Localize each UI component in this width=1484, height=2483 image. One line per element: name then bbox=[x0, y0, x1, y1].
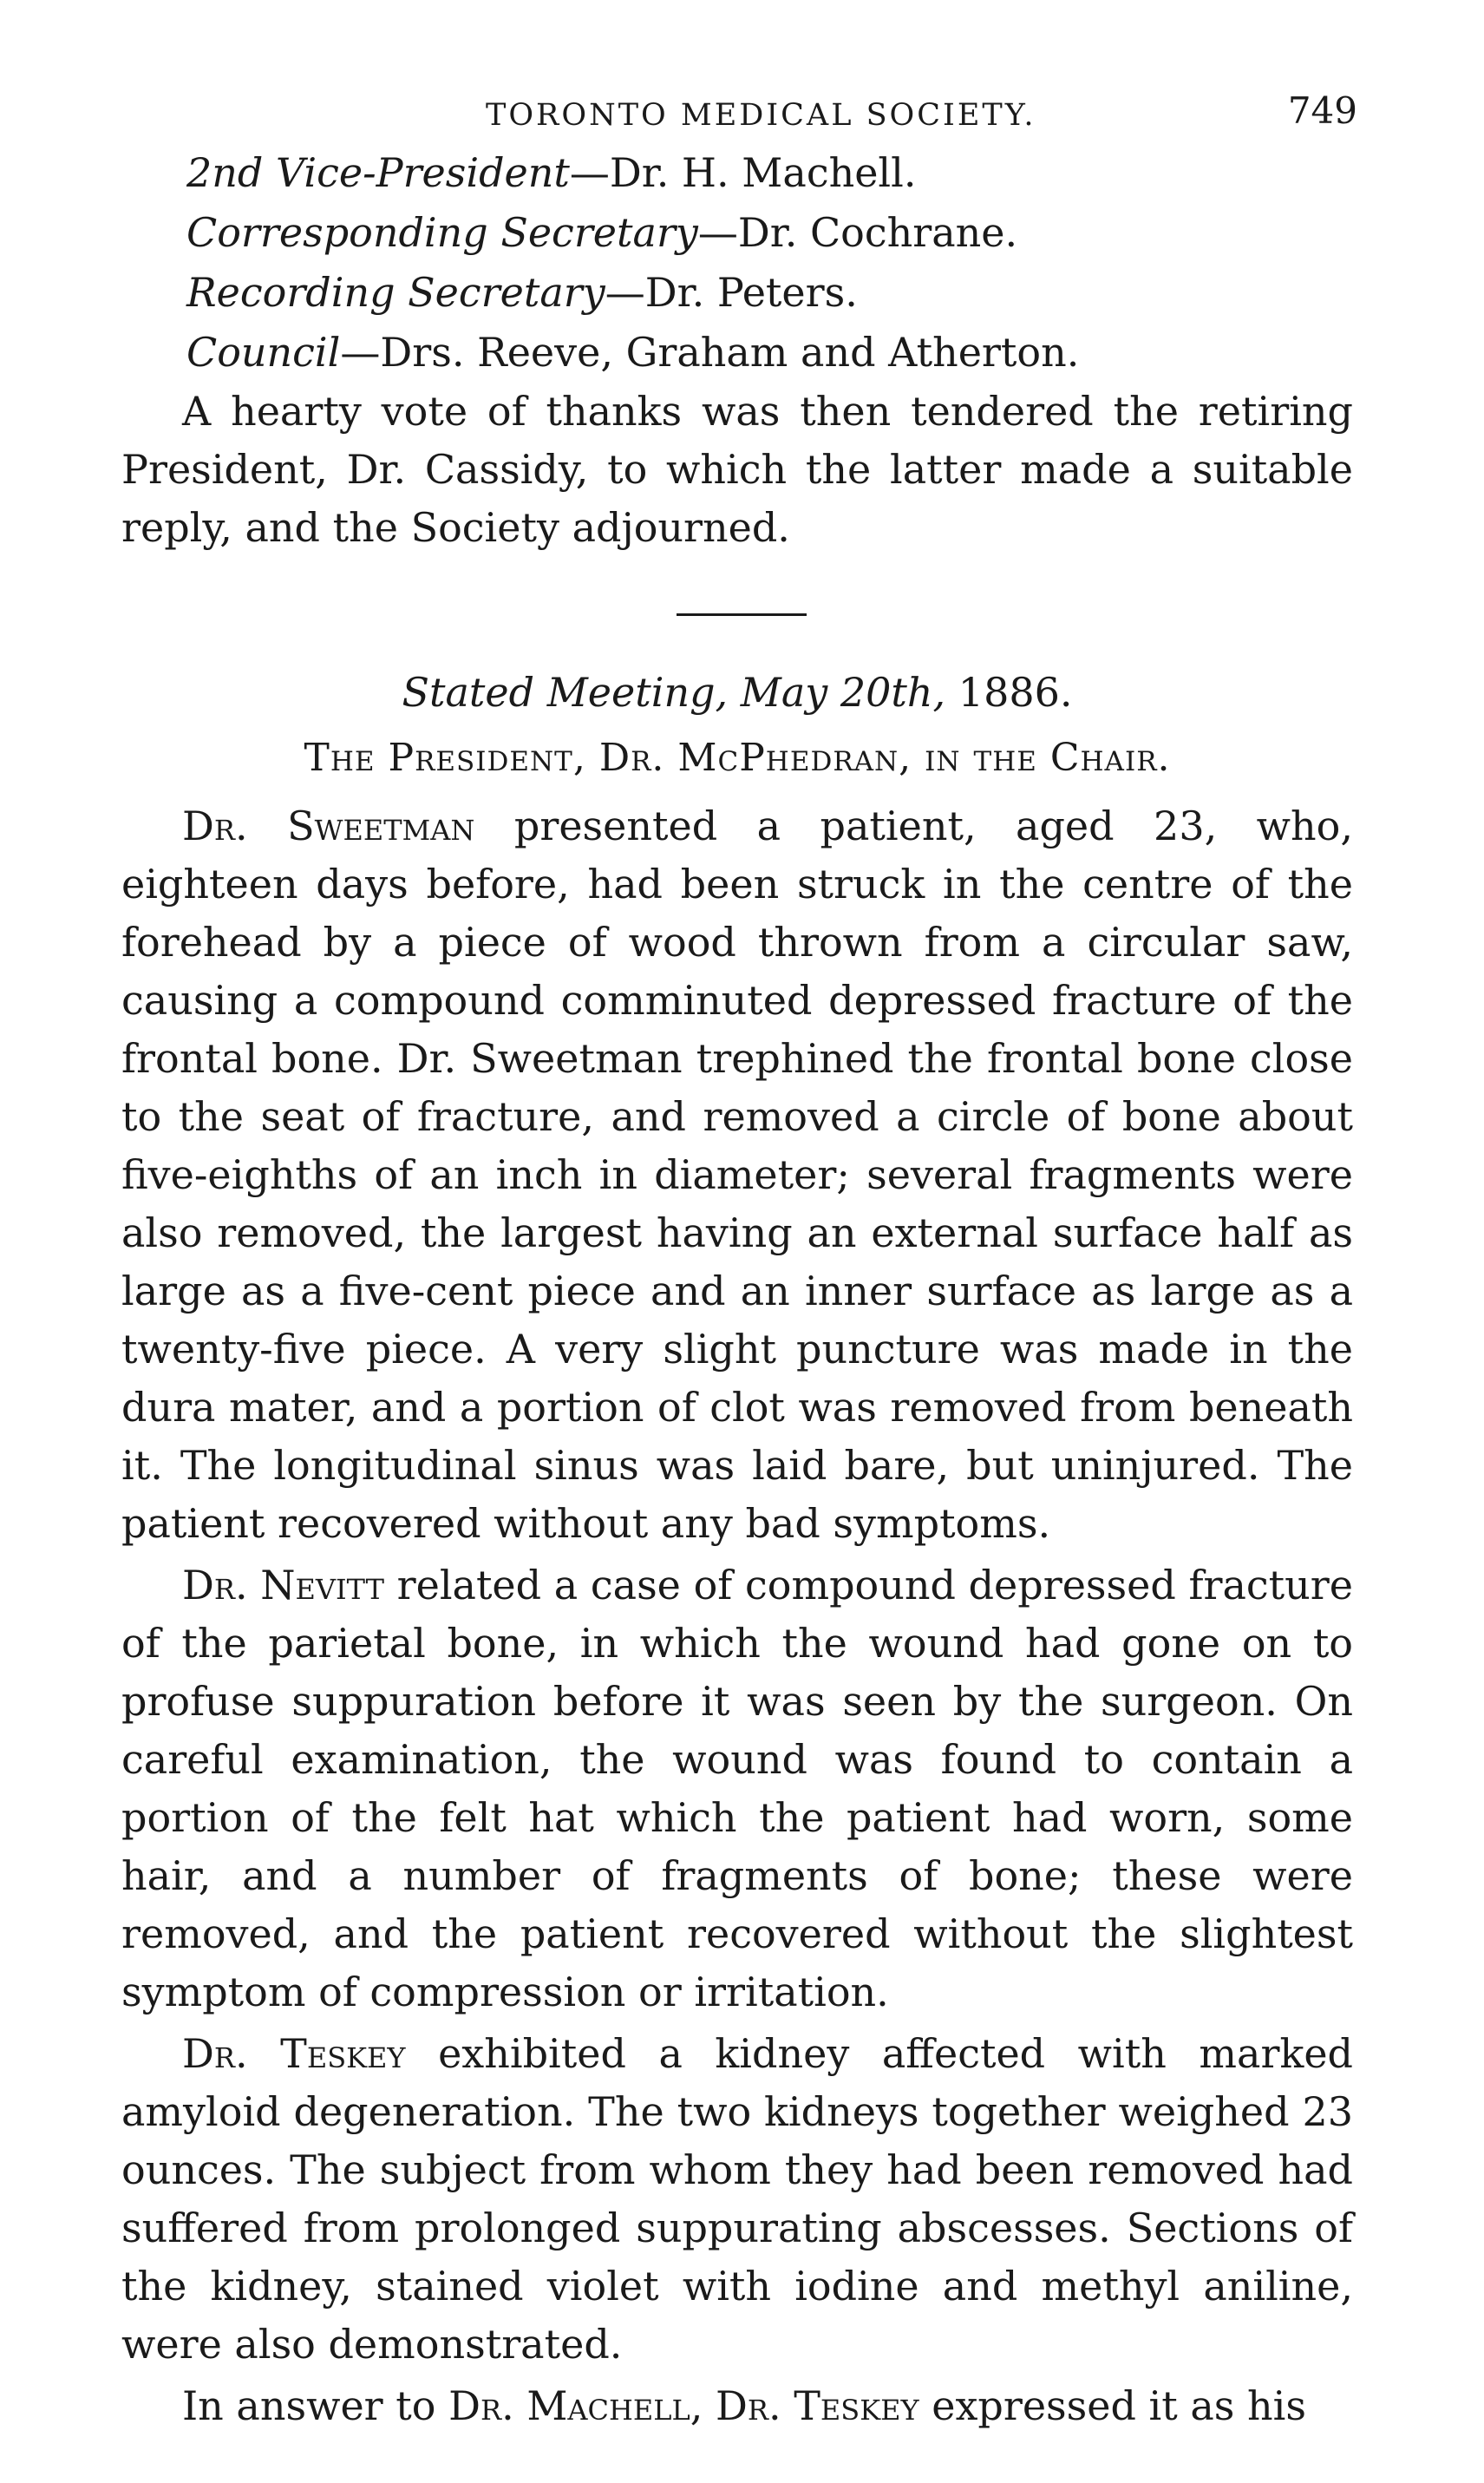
last-line-tail: expressed it as his bbox=[919, 2382, 1306, 2429]
speaker-name: Dr. Sweetman bbox=[182, 803, 475, 849]
paragraph-nevitt bbox=[121, 1556, 1353, 2021]
officer-role: Recording Secretary bbox=[186, 269, 605, 316]
paragraph-text: exhibited a kidney affected with marked amyloid degeneration. The two kidneys together weighed 23 ounces. The subject from whom they had been removed had suffered from prolonged suppurating abscesses. Sections of the kidney, stained violet with iodine and methyl aniline, were also demonstrated. bbox=[121, 2030, 1353, 2368]
page-number: 749 bbox=[1287, 89, 1357, 132]
officer-name: —Dr. Peters. bbox=[605, 269, 858, 316]
officer-line bbox=[121, 263, 1353, 323]
closing-paragraph: A hearty vote of thanks was then tendered the retiring President, Dr. Cassidy, to which the latter made a suitable reply, and the Society adjourned. bbox=[121, 388, 1353, 551]
speaker-name: Dr. Teskey bbox=[182, 2030, 406, 2077]
chair-the-president: The President, bbox=[304, 736, 586, 780]
meeting-title bbox=[121, 664, 1353, 722]
paragraph-teskey bbox=[121, 2025, 1353, 2374]
chair-line bbox=[121, 729, 1353, 787]
running-title: TORONTO MEDICAL SOCIETY. bbox=[486, 98, 1036, 133]
officer-role: Council bbox=[186, 329, 341, 376]
chair-dr: Dr. bbox=[598, 736, 665, 780]
officer-line bbox=[121, 203, 1353, 263]
meeting-year: 1886. bbox=[958, 669, 1073, 716]
chair-name: McPhedran, bbox=[677, 736, 912, 780]
paragraph-last-line bbox=[121, 2377, 1353, 2435]
speaker-name-machell: Dr. Machell, bbox=[448, 2382, 703, 2429]
officer-name: —Dr. Cochrane. bbox=[697, 209, 1018, 256]
officer-line bbox=[121, 143, 1353, 203]
officer-name: —Drs. Reeve, Graham and Atherton. bbox=[340, 329, 1080, 376]
officers-list bbox=[121, 143, 1353, 383]
paragraph-sweetman bbox=[121, 797, 1353, 1553]
running-head bbox=[121, 82, 1357, 143]
officer-role: 2nd Vice-President bbox=[186, 149, 570, 196]
officer-role: Corresponding Secretary bbox=[186, 209, 698, 256]
book-page bbox=[121, 82, 1357, 2435]
speaker-name-teskey: Dr. Teskey bbox=[716, 2382, 919, 2429]
meeting-body bbox=[121, 797, 1353, 2435]
chair-rest: in the Chair. bbox=[925, 736, 1171, 780]
last-line-lead: In answer to bbox=[182, 2382, 449, 2429]
officer-name: —Dr. H. Machell. bbox=[569, 149, 917, 196]
paragraph-text: related a case of compound depressed fracture of the parietal bone, in which the wound had gone on to profuse suppuration before it was seen by the surgeon. On careful examination, the wound was found to contain a portion of the felt hat which the patient had worn, some hair, and a number of fragments of bone; these were removed, and the patient recovered without the slightest symptom of compression or irritation. bbox=[121, 1562, 1353, 2015]
section-divider bbox=[677, 613, 807, 616]
speaker-name: Dr. Nevitt bbox=[182, 1562, 384, 1608]
meeting-title-text: Stated Meeting, May 20th, bbox=[402, 669, 946, 716]
paragraph-text: presented a patient, aged 23, who, eighteen days before, had been struck in the centre of the forehead by a piece of wood thrown from a circular saw, causing a compound comminuted depressed fracture of the frontal bone. Dr. Sweetman trephined the frontal bone close to the seat of fracture, and removed a circle of bone about five-eighths of an inch in diameter; several fragments were also removed, the largest having an external surface half as large as a five-cent piece and an inner surface as large as a twenty-five piece. A very slight puncture was made in the dura mater, and a portion of clot was removed from beneath it. The longitudinal sinus was laid bare, but uninjured. The patient recovered without any bad symptoms. bbox=[121, 803, 1353, 1547]
officer-line bbox=[121, 323, 1353, 383]
